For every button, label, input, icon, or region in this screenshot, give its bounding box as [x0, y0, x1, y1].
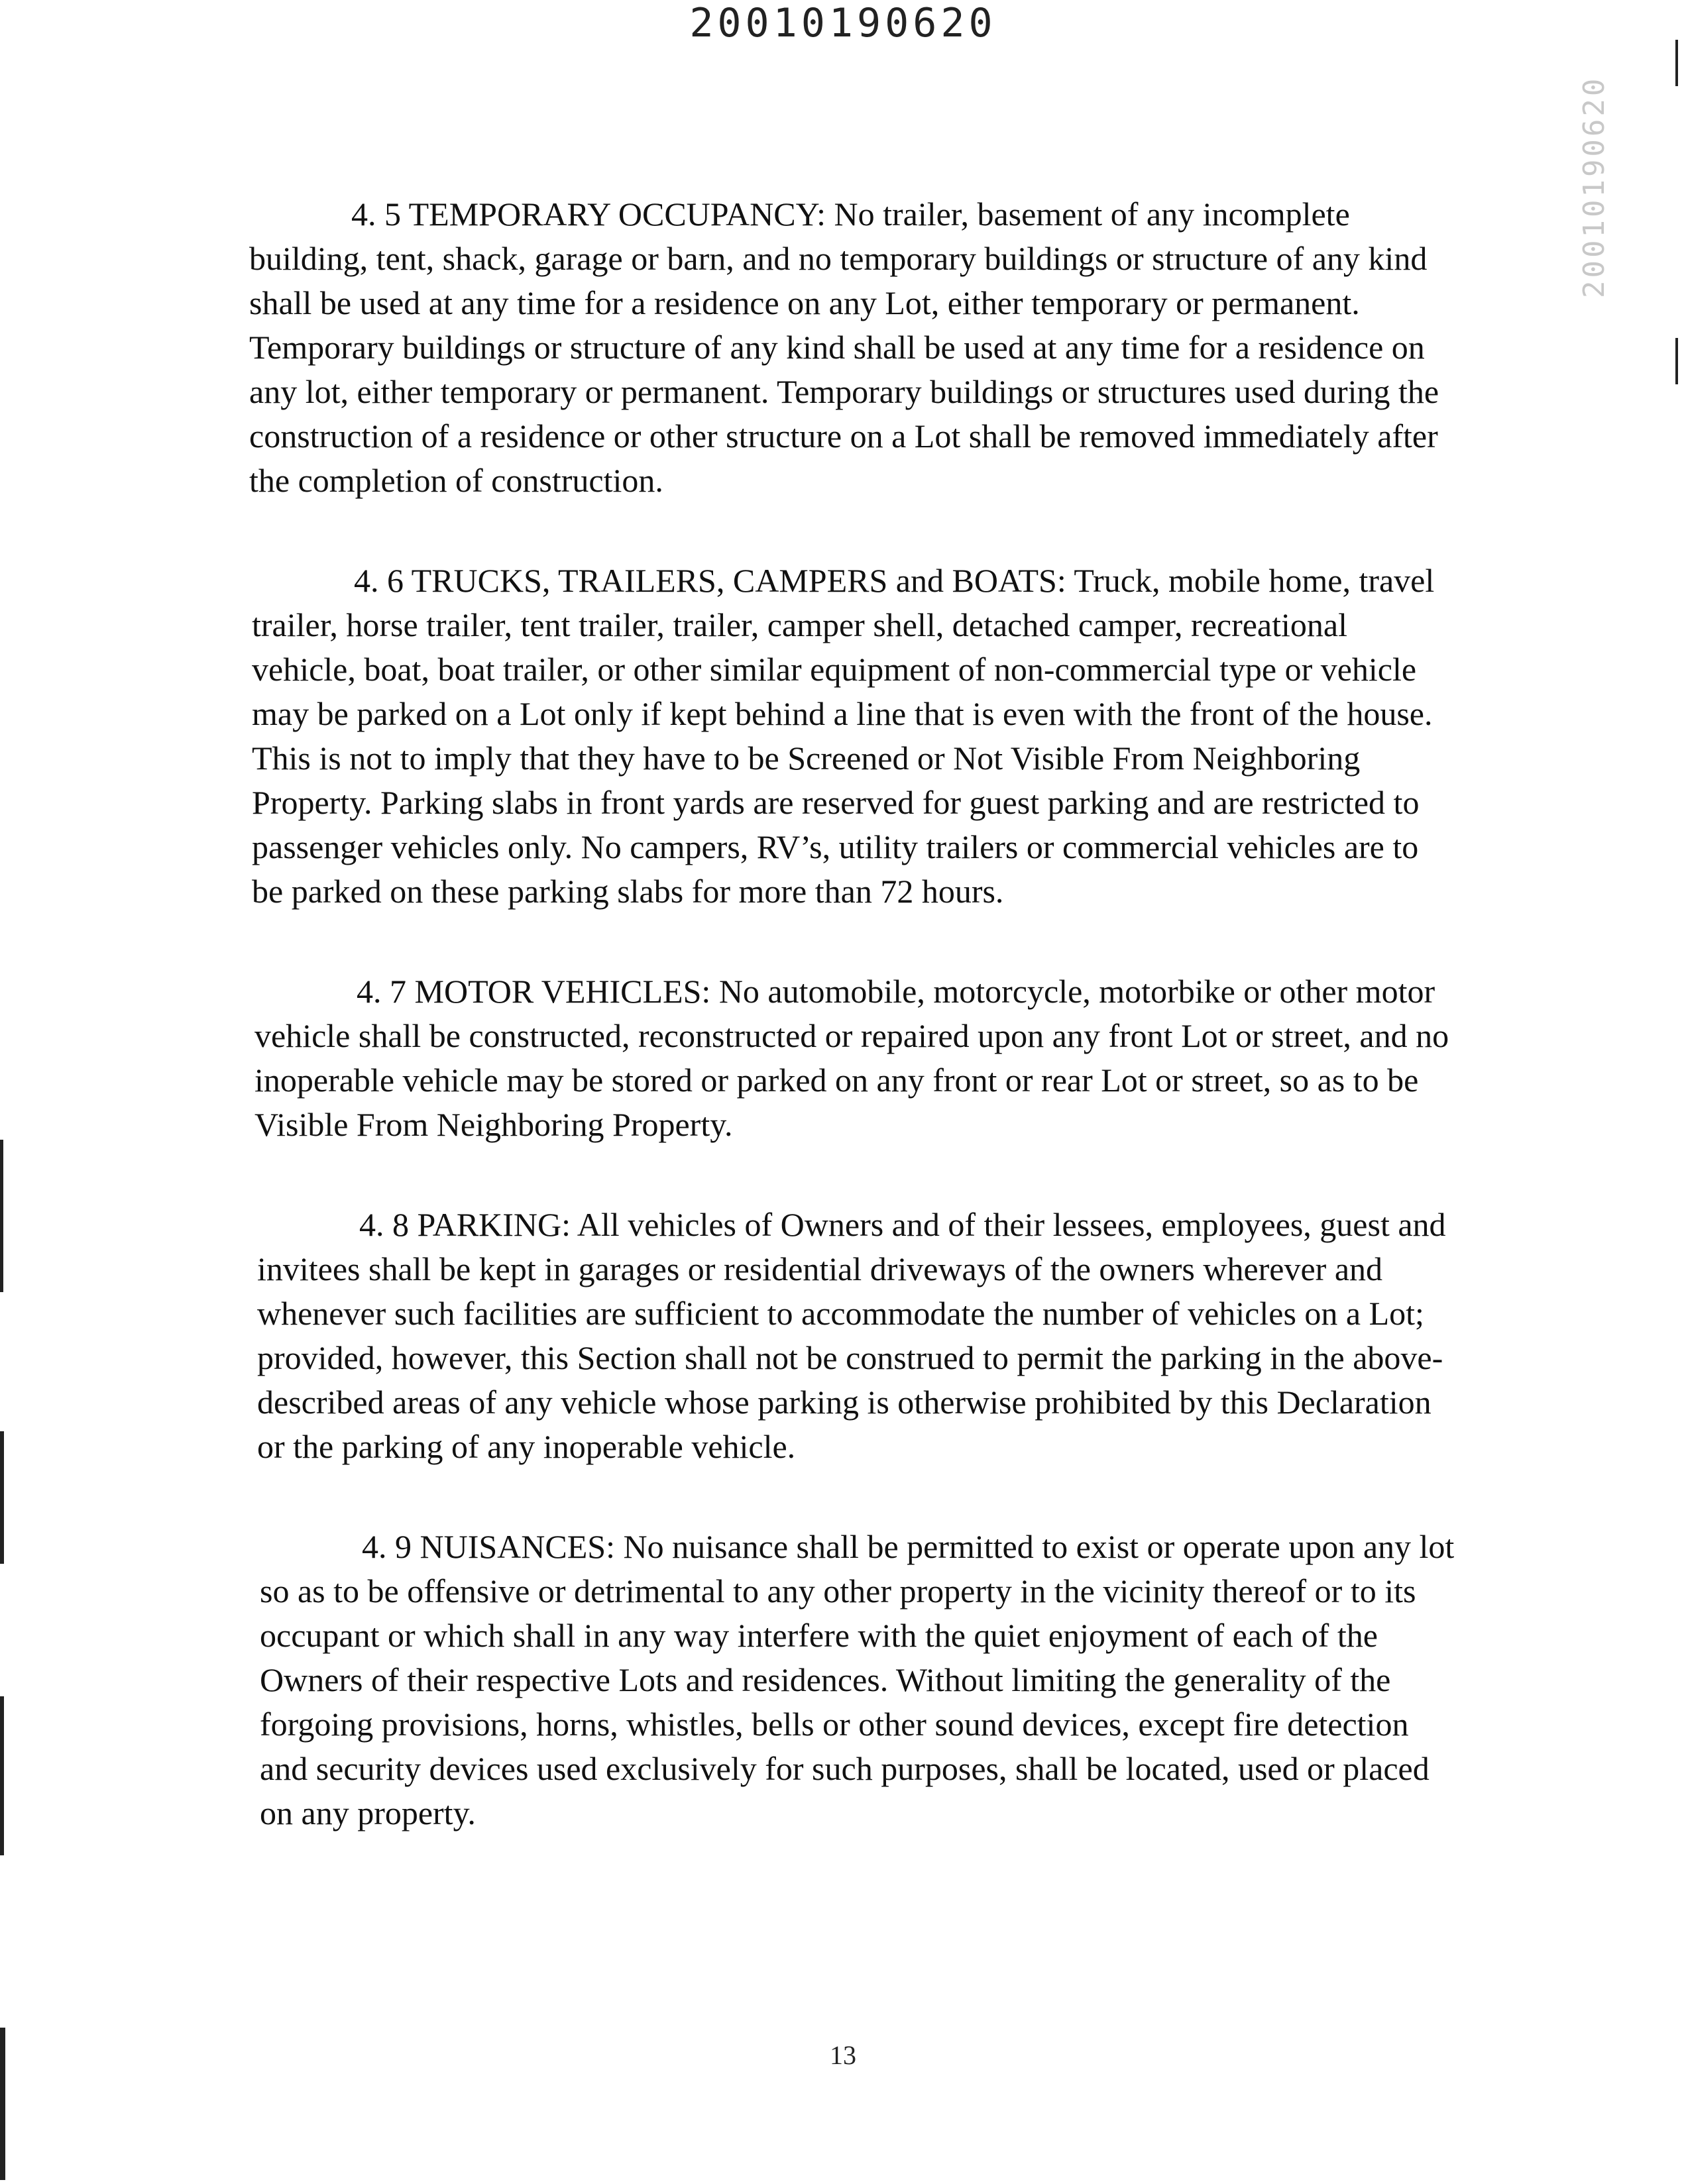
section-number: 4. 6: [354, 562, 404, 599]
scan-edge-mark: [0, 1696, 4, 1855]
section-text: No nuisance shall be permitted to exist or operate upon any lot so as to be offensive or detrimental to any other property in the vicinity thereof or to its occupant or which shall in any way interfere with the quiet enjoyment of each of the Owners of their respective Lots and residences. Without limiting the generality of the forgoing provisions, horns, whistles, bells or other sound devices, except fire detection and security devices used exclusively for such purposes, shall be located, used or placed on any property.: [260, 1528, 1455, 1831]
scan-edge-mark: [0, 1140, 3, 1292]
section-number: 4. 5: [351, 195, 401, 233]
section-text: No trailer, basement of any incomplete building, tent, shack, garage or barn, and no temporary buildings or structure of any kind shall be used at any time for a residence on any Lot, either temporary or permanent. Temporary buildings or structure of any kind shall be used at any time for a residence on any lot, either temporary or permanent. Temporary buildings or structures used during the construction of a residence or other structure on a Lot shall be removed immediately after the completion of construction.: [249, 195, 1439, 499]
section-4-7: [254, 969, 1455, 1147]
document-number: 20010190620: [689, 0, 997, 46]
section-title: PARKING:: [417, 1206, 571, 1243]
section-title: NUISANCES:: [420, 1528, 615, 1565]
section-title: TEMPORARY OCCUPANCY:: [408, 195, 826, 233]
section-text: Truck, mobile home, travel trailer, horse trailer, tent trailer, trailer, camper shell, detached camper, recreational vehicle, boat, boat trailer, or other similar equipment of non-commercial type or vehicle may be parked on a Lot only if kept behind a line that is even with the front of the house. This is not to imply that they have to be Screened or Not Visible From Neighboring Property. Parking slabs in front yards are reserved for guest parking and are restricted to passenger vehicles only. No campers, RV’s, utility trailers or commercial vehicles are to be parked on these parking slabs for more than 72 hours.: [252, 562, 1435, 910]
scan-edge-mark: [1675, 338, 1678, 384]
section-4-5: [249, 192, 1455, 503]
section-title: TRUCKS, TRAILERS, CAMPERS and BOATS:: [411, 562, 1066, 599]
section-number: 4. 8: [359, 1206, 409, 1243]
scan-edge-mark: [1675, 40, 1678, 86]
section-4-6: [252, 559, 1455, 914]
side-stamp-document-number: 20010190620: [1577, 76, 1611, 298]
section-number: 4. 7: [357, 973, 406, 1010]
page-number: 13: [830, 2040, 856, 2070]
section-text: All vehicles of Owners and of their lessees, employees, guest and invitees shall be kept in garages or residential driveways of the owners wherever and whenever such facilities are sufficient to accommodate the number of vehicles on a Lot; provided, however, this Section shall not be construed to permit the parking in the above-described areas of any vehicle whose parking is otherwise prohibited by this Declaration or the parking of any inoperable vehicle.: [257, 1206, 1446, 1465]
scan-edge-mark: [0, 1431, 4, 1564]
section-4-9: [260, 1525, 1455, 1835]
section-title: MOTOR VEHICLES:: [414, 973, 711, 1010]
document-body: [249, 192, 1455, 1891]
section-4-8: [257, 1203, 1455, 1469]
section-text: No automobile, motorcycle, motorbike or other motor vehicle shall be constructed, reconstructed or repaired upon any front Lot or street, and no inoperable vehicle may be stored or parked on any front or rear Lot or street, so as to be Visible From Neighboring Property.: [254, 973, 1449, 1143]
section-number: 4. 9: [362, 1528, 412, 1565]
